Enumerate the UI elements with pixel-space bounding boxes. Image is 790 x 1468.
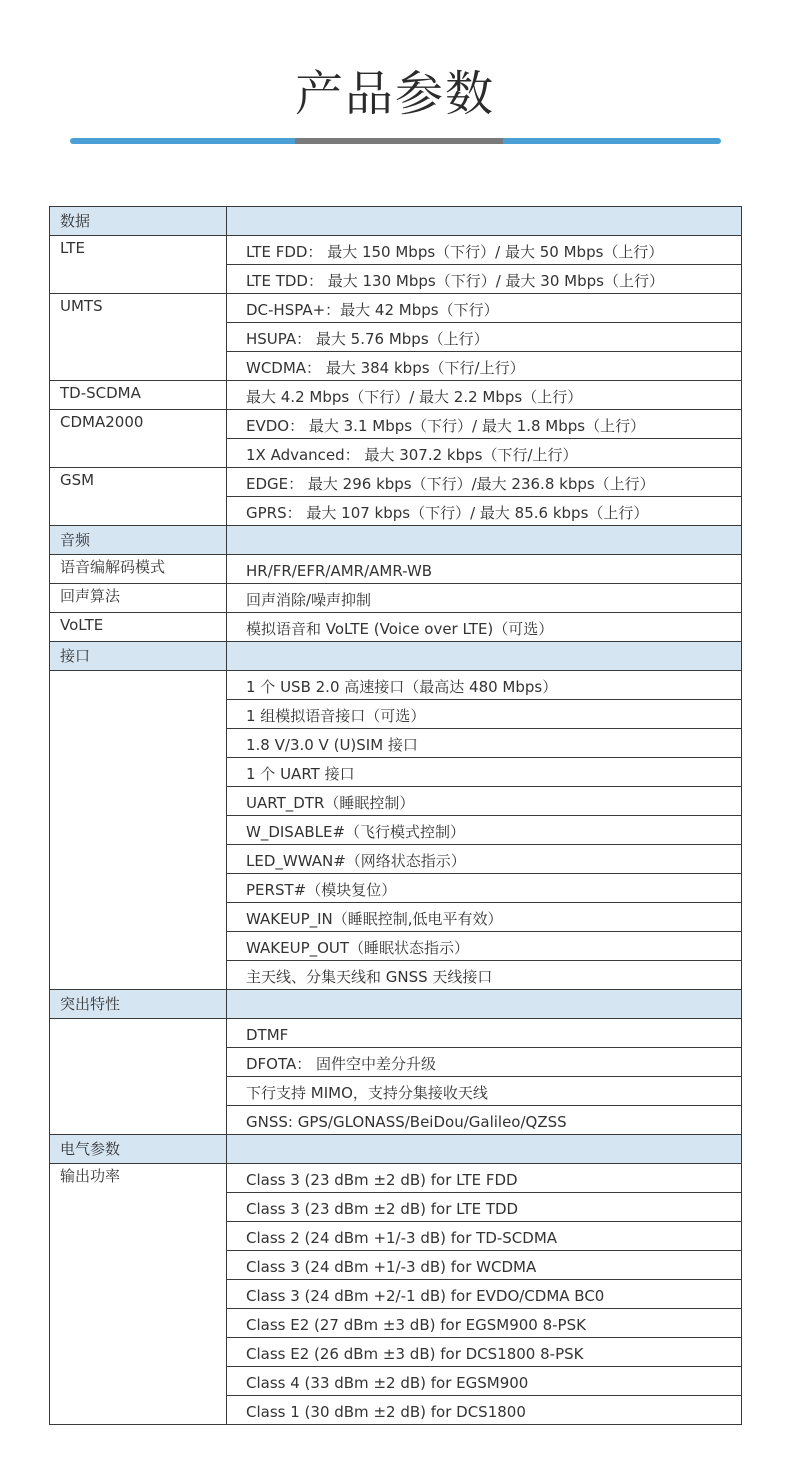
row-label: CDMA2000: [50, 410, 227, 468]
section-header: 数据: [50, 207, 227, 236]
table-row: [50, 584, 742, 613]
row-value: GNSS: GPS/GLONASS/BeiDou/Galileo/QZSS: [227, 1106, 742, 1135]
row-value: DTMF: [227, 1019, 742, 1048]
table-row: [50, 555, 742, 584]
table-row: [50, 381, 742, 410]
title-underline-left: [70, 138, 295, 144]
row-value: WCDMA： 最大 384 kbps（下行/上行）: [227, 352, 742, 381]
table-row: [50, 236, 742, 265]
section-header-spacer: [227, 207, 742, 236]
table-row: [50, 1164, 742, 1193]
row-label: [50, 1019, 227, 1135]
section-header-spacer: [227, 990, 742, 1019]
row-value: Class 4 (33 dBm ±2 dB) for EGSM900: [227, 1367, 742, 1396]
section-header-row: [50, 1135, 742, 1164]
row-value: 1X Advanced： 最大 307.2 kbps（下行/上行）: [227, 439, 742, 468]
section-header: 突出特性: [50, 990, 227, 1019]
row-value: LED_WWAN#（网络状态指示）: [227, 845, 742, 874]
row-label: VoLTE: [50, 613, 227, 642]
page-title: 产品参数: [294, 66, 495, 122]
row-value: UART_DTR（睡眠控制）: [227, 787, 742, 816]
row-value: 最大 4.2 Mbps（下行）/ 最大 2.2 Mbps（上行）: [227, 381, 742, 410]
table-row: [50, 613, 742, 642]
section-header-row: [50, 642, 742, 671]
section-header: 接口: [50, 642, 227, 671]
row-value: Class E2 (27 dBm ±3 dB) for EGSM900 8-PSK: [227, 1309, 742, 1338]
row-value: Class 3 (23 dBm ±2 dB) for LTE TDD: [227, 1193, 742, 1222]
row-value: EDGE： 最大 296 kbps（下行）/最大 236.8 kbps（上行）: [227, 468, 742, 497]
table-row: [50, 671, 742, 700]
row-value: WAKEUP_IN（睡眠控制,低电平有效）: [227, 903, 742, 932]
row-value: GPRS： 最大 107 kbps（下行）/ 最大 85.6 kbps（上行）: [227, 497, 742, 526]
row-value: 主天线、分集天线和 GNSS 天线接口: [227, 961, 742, 990]
row-value: Class 3 (24 dBm +1/-3 dB) for WCDMA: [227, 1251, 742, 1280]
row-value: 1 个 USB 2.0 高速接口（最高达 480 Mbps）: [227, 671, 742, 700]
row-value: 回声消除/噪声抑制: [227, 584, 742, 613]
title-underline-right: [503, 138, 721, 144]
row-value: W_DISABLE#（飞行模式控制）: [227, 816, 742, 845]
row-label: 语音编解码模式: [50, 555, 227, 584]
section-header-spacer: [227, 1135, 742, 1164]
row-value: HR/FR/EFR/AMR/AMR-WB: [227, 555, 742, 584]
row-label: 回声算法: [50, 584, 227, 613]
row-value: Class 3 (24 dBm +2/-1 dB) for EVDO/CDMA BC0: [227, 1280, 742, 1309]
section-header: 音频: [50, 526, 227, 555]
row-value: Class 2 (24 dBm +1/-3 dB) for TD-SCDMA: [227, 1222, 742, 1251]
section-header-row: [50, 526, 742, 555]
row-label: TD-SCDMA: [50, 381, 227, 410]
row-value: 1 个 UART 接口: [227, 758, 742, 787]
row-value: 模拟语音和 VoLTE (Voice over LTE)（可选）: [227, 613, 742, 642]
table-row: [50, 294, 742, 323]
spec-table: [49, 206, 742, 1425]
row-value: HSUPA： 最大 5.76 Mbps（上行）: [227, 323, 742, 352]
row-value: 1.8 V/3.0 V (U)SIM 接口: [227, 729, 742, 758]
section-header-spacer: [227, 526, 742, 555]
row-value: WAKEUP_OUT（睡眠状态指示）: [227, 932, 742, 961]
row-value: Class 3 (23 dBm ±2 dB) for LTE FDD: [227, 1164, 742, 1193]
title-underline: [70, 138, 721, 144]
row-value: DC-HSPA+：最大 42 Mbps（下行）: [227, 294, 742, 323]
row-value: 下行支持 MIMO，支持分集接收天线: [227, 1077, 742, 1106]
row-value: PERST#（模块复位）: [227, 874, 742, 903]
section-header-spacer: [227, 642, 742, 671]
row-label: UMTS: [50, 294, 227, 381]
row-label: GSM: [50, 468, 227, 526]
row-value: EVDO： 最大 3.1 Mbps（下行）/ 最大 1.8 Mbps（上行）: [227, 410, 742, 439]
spec-table-body: [50, 207, 742, 1425]
row-value: LTE FDD： 最大 150 Mbps（下行）/ 最大 50 Mbps（上行）: [227, 236, 742, 265]
row-label: [50, 671, 227, 990]
row-label: 输出功率: [50, 1164, 227, 1425]
row-label: LTE: [50, 236, 227, 294]
row-value: DFOTA： 固件空中差分升级: [227, 1048, 742, 1077]
table-row: [50, 1019, 742, 1048]
section-header: 电气参数: [50, 1135, 227, 1164]
section-header-row: [50, 990, 742, 1019]
row-value: Class 1 (30 dBm ±2 dB) for DCS1800: [227, 1396, 742, 1425]
row-value: LTE TDD： 最大 130 Mbps（下行）/ 最大 30 Mbps（上行）: [227, 265, 742, 294]
row-value: 1 组模拟语音接口（可选）: [227, 700, 742, 729]
section-header-row: [50, 207, 742, 236]
title-underline-middle: [295, 138, 503, 144]
table-row: [50, 468, 742, 497]
row-value: Class E2 (26 dBm ±3 dB) for DCS1800 8-PSK: [227, 1338, 742, 1367]
table-row: [50, 410, 742, 439]
